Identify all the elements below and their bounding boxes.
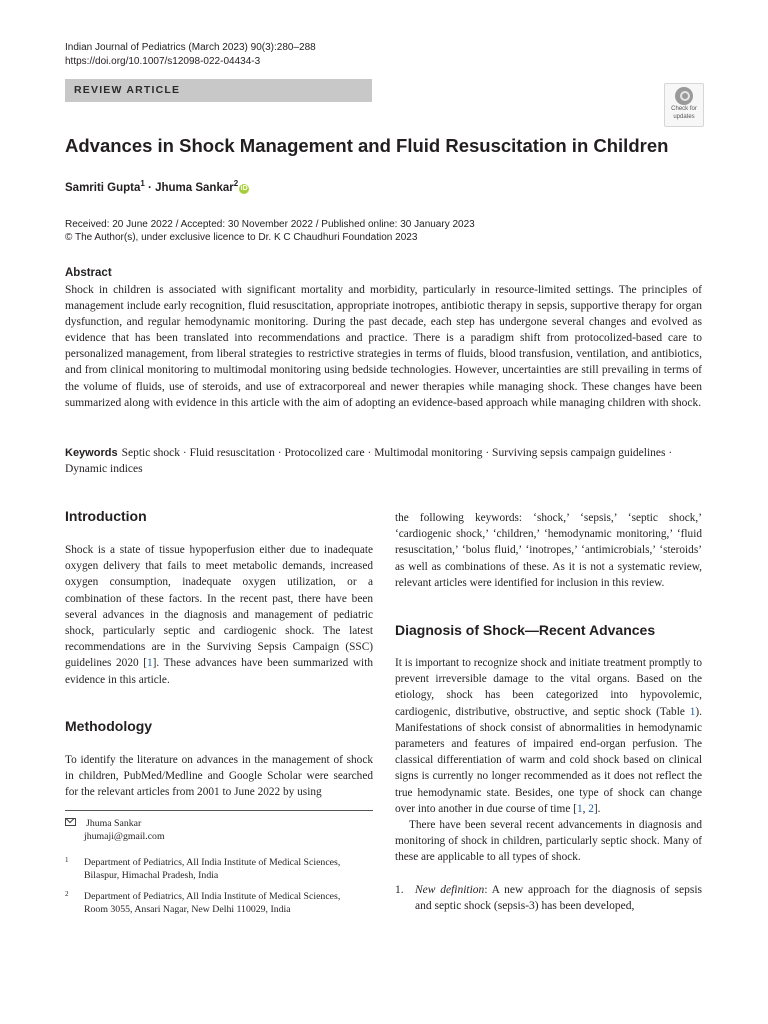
intro-text-b: ]. These advances have been summarized with evidence in this article. bbox=[65, 657, 373, 686]
keywords-text: Septic shock · Fluid resuscitation · Protocolized care · Multimodal monitoring · Surviving sepsis campaign guidelines · Dynamic indices bbox=[65, 447, 673, 475]
citation-separator: , bbox=[582, 802, 589, 815]
affiliation-number: 2 bbox=[65, 890, 69, 898]
check-updates-line2: updates bbox=[673, 114, 695, 120]
diagnosis-text-c: ]. bbox=[593, 802, 601, 815]
copyright-line: © The Author(s), under exclusive licence to Dr. K C Chaudhuri Foundation 2023 bbox=[65, 232, 418, 243]
list-item-label: New definition bbox=[415, 884, 485, 896]
article-type-label: REVIEW ARTICLE bbox=[74, 84, 181, 96]
check-updates-line1: Check for bbox=[671, 106, 697, 112]
introduction-heading: Introduction bbox=[65, 508, 147, 524]
abstract-heading: Abstract bbox=[65, 267, 112, 279]
check-for-updates-badge[interactable] bbox=[664, 83, 704, 127]
affiliation-text: Department of Pediatrics, All India Institute of Medical Sciences, Bilaspur, Himachal Pradesh, India bbox=[84, 857, 341, 881]
introduction-paragraph bbox=[65, 542, 373, 688]
list-item bbox=[395, 882, 702, 914]
keywords-block bbox=[65, 445, 702, 477]
table-link[interactable]: 1 bbox=[689, 705, 696, 718]
article-title: Advances in Shock Management and Fluid Resuscitation in Children bbox=[65, 135, 669, 156]
affiliation-2 bbox=[65, 890, 355, 916]
diagnosis-heading: Diagnosis of Shock—Recent Advances bbox=[395, 622, 656, 638]
citation-link[interactable]: 1 bbox=[576, 802, 583, 815]
author-name: Jhuma Sankar bbox=[155, 181, 234, 194]
doi-link[interactable]: https://doi.org/10.1007/s12098-022-04434-3 bbox=[65, 56, 261, 67]
author-list bbox=[65, 179, 249, 194]
envelope-icon bbox=[65, 818, 76, 826]
correspondence-email[interactable]: jhumaji@gmail.com bbox=[84, 831, 165, 842]
article-history: Received: 20 June 2022 / Accepted: 30 November 2022 / Published online: 30 January 2023 bbox=[65, 219, 475, 230]
article-type-banner bbox=[65, 79, 372, 102]
methodology-paragraph-left: To identify the literature on advances in the management of shock in children, PubMed/Medline and Google Scholar were searched for the relevant articles from 2001 to June 2022 by using bbox=[65, 754, 373, 799]
diagnosis-paragraph-1 bbox=[395, 655, 702, 817]
author-affiliation-mark: 1 bbox=[140, 179, 145, 188]
list-item-number: 1. bbox=[395, 884, 404, 896]
correspondence-name: Jhuma Sankar bbox=[86, 818, 142, 829]
orcid-icon[interactable]: iD bbox=[240, 184, 248, 192]
methodology-heading: Methodology bbox=[65, 718, 153, 734]
abstract-text: Shock in children is associated with significant mortality and morbidity, particularly in resource-limited settings. The principles of management include early recognition, fluid resuscitation, appropriate inotropes, antibiotic therapy in sepsis, supportive therapy for organ dysfunction, and regular hemodynamic monitoring. During the past decade, each step has undergone several changes and evolved as evidence that has been translated into recommendations and practice. There is a paradigm shift from protocolized-based care to personalized management, from liberal strategies to restrictive strategies in terms of fluids, blood transfusion, ventilation, and antibiotics, and from clinical monitoring to multimodal monitoring using bedside technologies. However, uncertainties are still prevailing in terms of the volume of fluids, use of steroids, and use of extracorporeal and newer therapies while managing shock. These changes have been summarized along with evidence in this article with the aim of adopting an evidence-based approach while managing children with shock. bbox=[65, 284, 702, 409]
footnote-divider bbox=[65, 810, 373, 811]
diagnosis-text-a: It is important to recognize shock and initiate treatment promptly to prevent irreversible damage to the vital organs. Based on the etiology, shock has been categorized into hypovolemic, cardiogenic, distributive, obstructive, and septic shock (Table bbox=[395, 657, 702, 718]
methodology-paragraph-right: the following keywords: ‘shock,’ ‘sepsis,’ ‘septic shock,’ ‘cardiogenic shock,’ ‘children,’ ‘hemodynamic monitoring,’ ‘fluid resuscitation,’ ‘bolus fluid,’ ‘inotropes,’ ‘antimicrobials,’ ‘steroids’ as well as combinations of these. As it is not a systematic review, relevant articles were identified for inclusion in this review. bbox=[395, 512, 702, 589]
journal-citation: Indian Journal of Pediatrics (March 2023) 90(3):280–288 bbox=[65, 42, 316, 53]
affiliation-text: Department of Pediatrics, All India Institute of Medical Sciences, Room 3055, Ansari Nagar, New Delhi 110029, India bbox=[84, 891, 341, 915]
affiliation-number: 1 bbox=[65, 856, 69, 864]
article-dates bbox=[65, 218, 475, 244]
author-affiliation-mark: 2 bbox=[233, 179, 239, 188]
diagnosis-text-b: ). Manifestations of shock consist of abnormalities in hemodynamic parameters and features of impaired end-organ perfusion. The classical differentiation of warm and cold shock based on clinical signs is currently no longer recommended as it does not reflect the true hemodynamic state. Besides, one type of shock can change over into another in due course of time [ bbox=[395, 705, 702, 815]
keywords-heading: Keywords bbox=[65, 447, 118, 459]
affiliation-1 bbox=[65, 856, 355, 882]
diagnosis-paragraph-2: There have been several recent advancements in diagnosis and monitoring of shock in children, particularly septic shock. Many of these are applicable to all types of shock. bbox=[395, 819, 702, 864]
author-separator: · bbox=[144, 181, 156, 194]
author-name: Samriti Gupta bbox=[65, 181, 141, 194]
intro-text-a: Shock is a state of tissue hypoperfusion either due to inadequate oxygen delivery that fails to meet metabolic demands, increased oxygen consumption, inadequate oxygen utilization, or a combination of these factors. In the recent past, there have been several advances in the diagnosis and management of pediatric shock, particularly septic and cardiogenic shock. The latest recommendations are in the Surviving Sepsis Campaign (SSC) guidelines 2020 [ bbox=[65, 544, 373, 670]
citation-link[interactable]: 1 bbox=[147, 657, 153, 670]
list-item-text: : A new approach for the diagnosis of sepsis and septic shock (sepsis-3) has been developed, bbox=[415, 884, 702, 913]
journal-header bbox=[65, 41, 316, 69]
correspondence-block bbox=[65, 817, 373, 843]
citation-link[interactable]: 2 bbox=[588, 802, 594, 815]
check-updates-icon bbox=[675, 87, 693, 105]
